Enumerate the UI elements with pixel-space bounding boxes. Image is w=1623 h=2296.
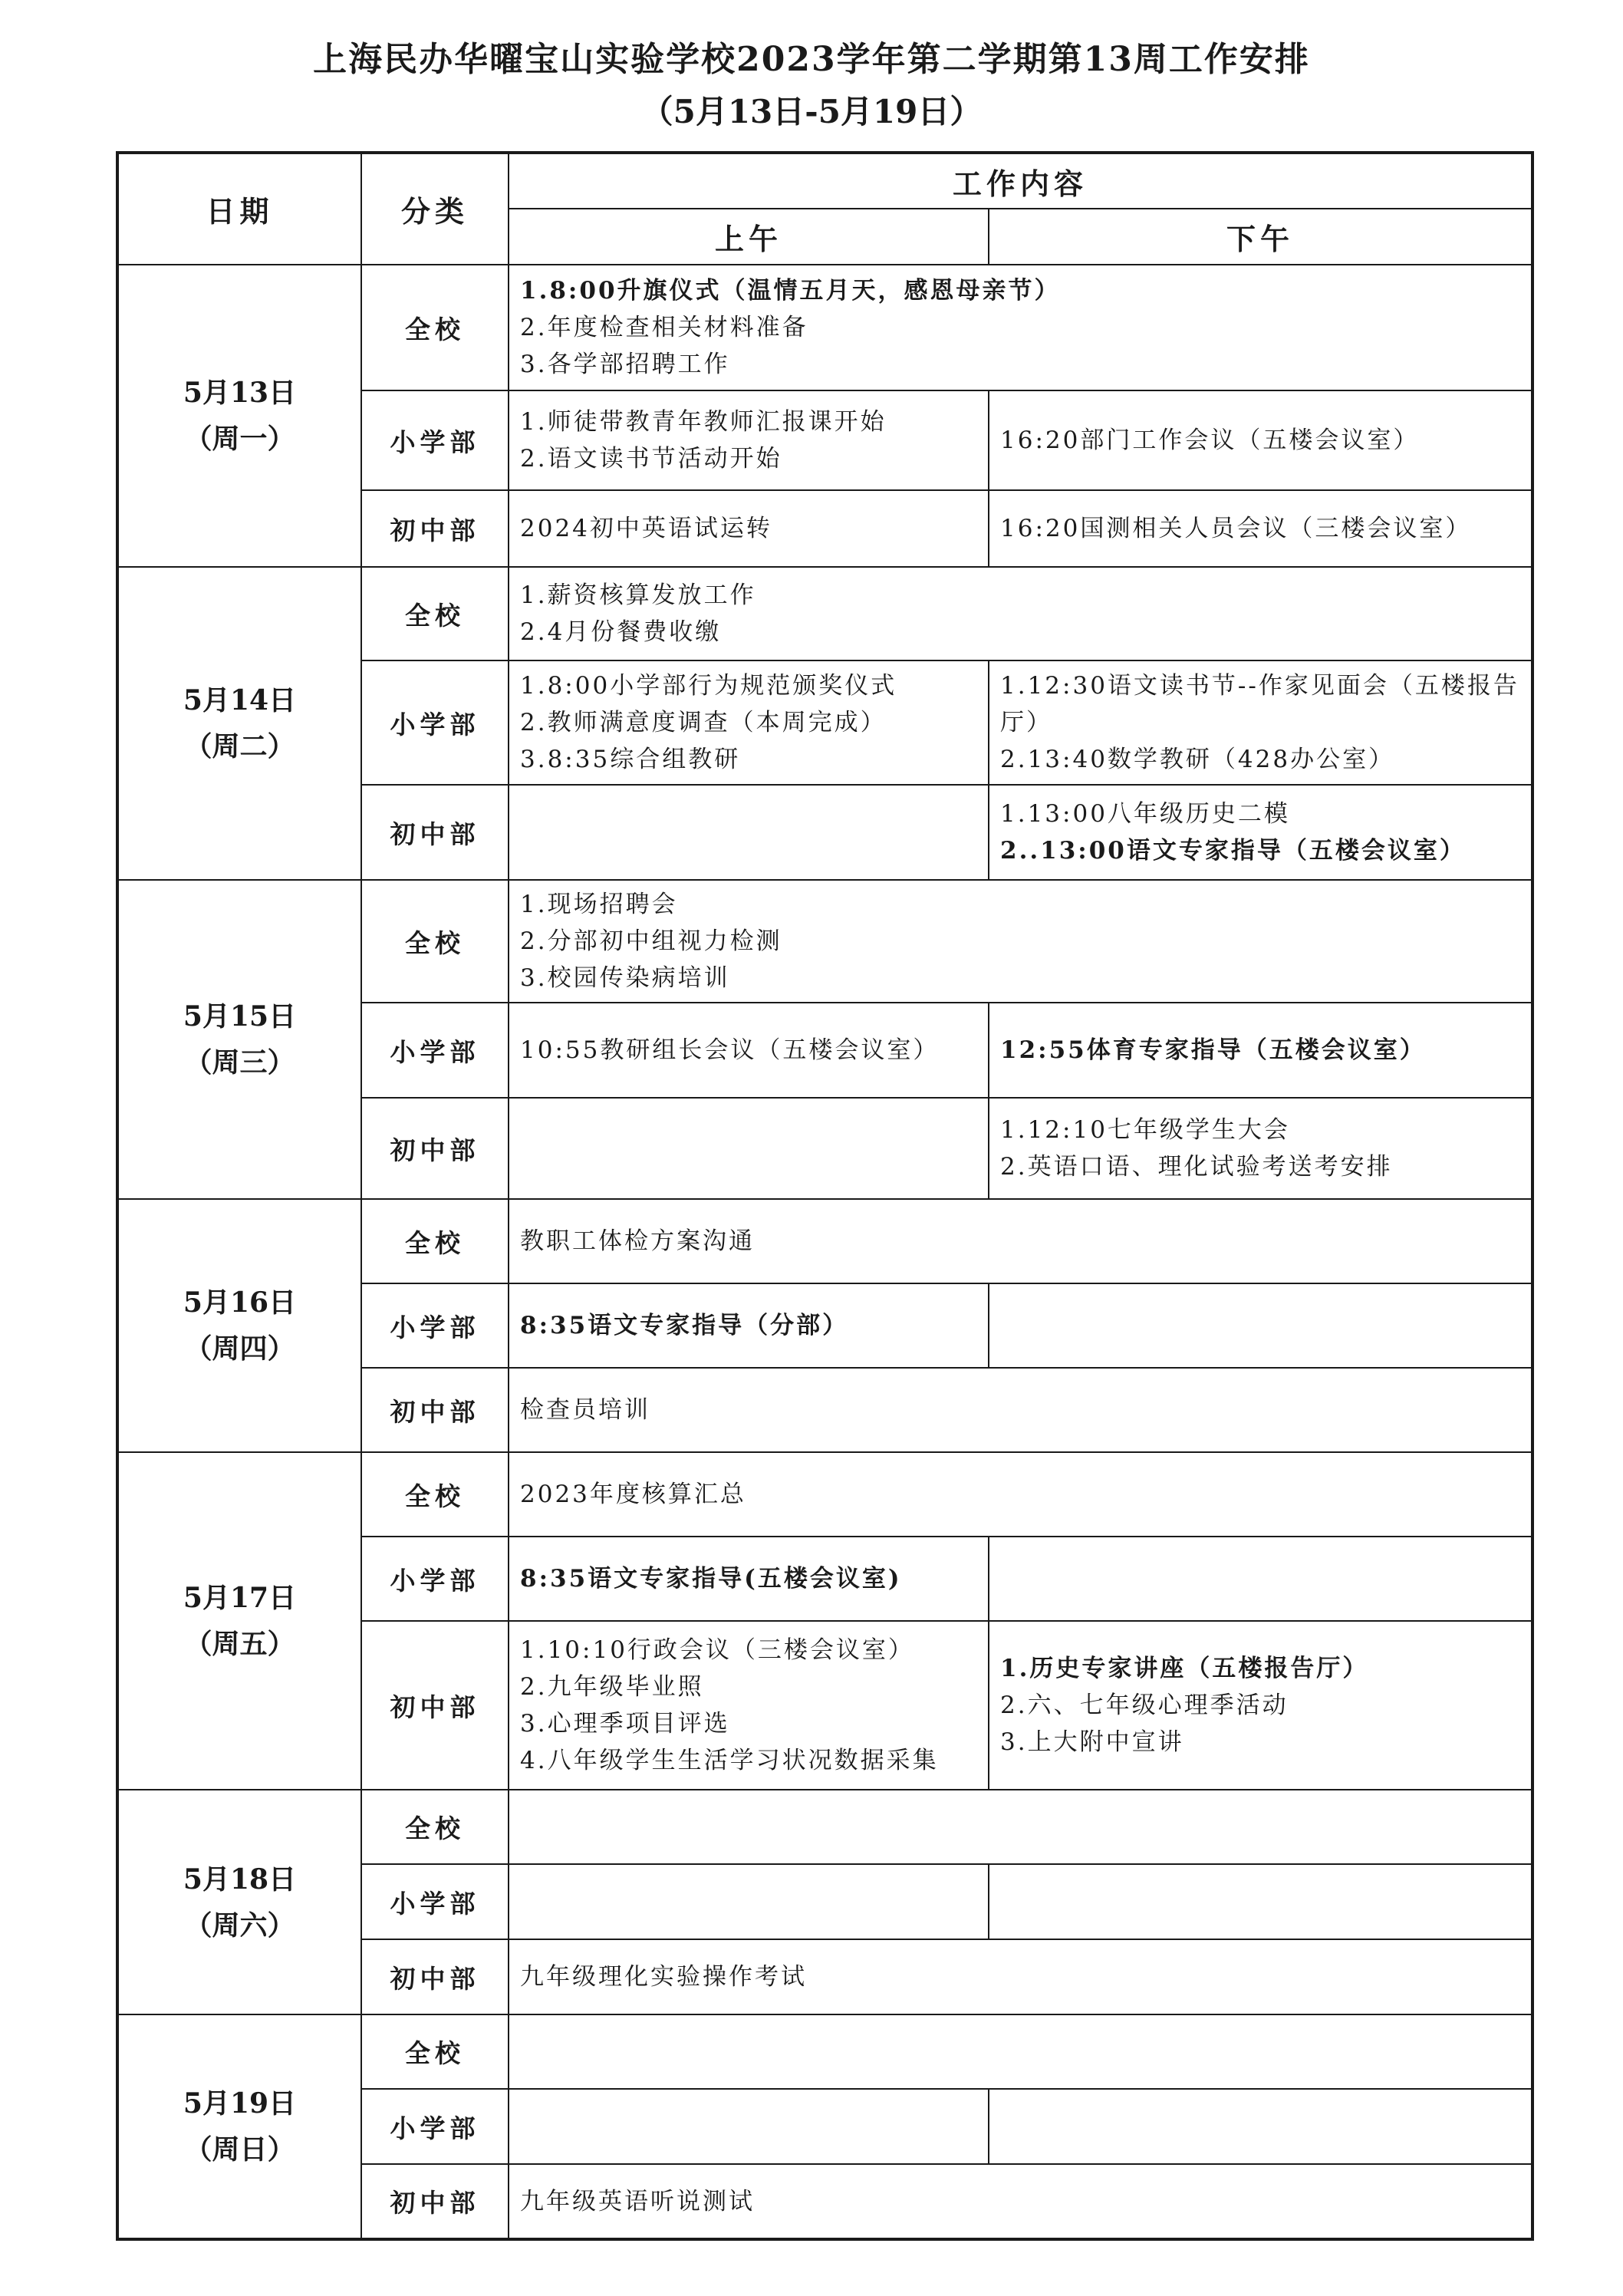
- category-cell: 初中部: [361, 1368, 509, 1452]
- category-cell: 小学部: [361, 2089, 509, 2164]
- schedule-item: 16:20国测相关人员会议（三楼会议室）: [1000, 515, 1472, 542]
- content-cell-morning: [509, 660, 989, 785]
- schedule-item: 2.13:40数学教研（428办公室）: [1000, 746, 1395, 773]
- header-morning: 上午: [509, 209, 989, 265]
- content-cell-afternoon: [989, 1621, 1532, 1790]
- date-label: 5月19日: [183, 2087, 297, 2120]
- content-cell-afternoon: [989, 660, 1532, 785]
- category-cell: 初中部: [361, 785, 509, 880]
- category-cell: 全校: [361, 567, 509, 660]
- category-cell: 初中部: [361, 2164, 509, 2239]
- document-title: 上海民办华曜宝山实验学校2023学年第二学期第13周工作安排: [313, 40, 1310, 79]
- category-cell: 初中部: [361, 1939, 509, 2014]
- content-cell-fullday: [509, 880, 1532, 1003]
- schedule-item: 1.8:00小学部行为规范颁奖仪式: [520, 672, 897, 700]
- category-cell: 全校: [361, 1790, 509, 1864]
- date-cell: [117, 1790, 361, 2014]
- schedule-item: 3.各学部招聘工作: [520, 351, 730, 378]
- schedule-table: [116, 151, 1534, 2241]
- category-cell: 小学部: [361, 1537, 509, 1621]
- schedule-item: 2.六、七年级心理季活动: [1000, 1692, 1289, 1719]
- date-label: 5月16日: [183, 1286, 297, 1319]
- schedule-item: 2.分部初中组视力检测: [520, 927, 782, 955]
- schedule-item: 教职工体检方案沟通: [520, 1227, 755, 1255]
- table-row: [117, 2014, 1532, 2089]
- schedule-item: 1.历史专家讲座（五楼报告厅）: [1000, 1655, 1369, 1682]
- content-cell-morning: [509, 1621, 989, 1790]
- table-row: [117, 1452, 1532, 1537]
- category-cell: 全校: [361, 1452, 509, 1537]
- schedule-item: 1.12:30语文读书节--作家见面会（五楼报告: [1000, 672, 1519, 700]
- schedule-item: 2.教师满意度调查（本周完成）: [520, 709, 887, 736]
- table-row: [117, 1199, 1532, 1283]
- content-cell-morning: [509, 1003, 989, 1098]
- category-cell: 全校: [361, 2014, 509, 2089]
- date-cell: [117, 567, 361, 880]
- category-cell: 初中部: [361, 490, 509, 567]
- header-content: 工作内容: [509, 153, 1532, 209]
- schedule-item: 1.13:00八年级历史二模: [1000, 800, 1290, 828]
- category-cell: 小学部: [361, 1283, 509, 1368]
- date-cell: [117, 2014, 361, 2239]
- table-row: [117, 1790, 1532, 1864]
- content-cell-morning: [509, 1098, 989, 1199]
- schedule-item: 1.现场招聘会: [520, 891, 678, 918]
- content-cell-morning: [509, 490, 989, 567]
- schedule-item: 3.8:35综合组教研: [520, 746, 741, 773]
- content-cell-afternoon: [989, 1098, 1532, 1199]
- category-cell: 小学部: [361, 1864, 509, 1939]
- schedule-item: 九年级英语听说测试: [520, 2187, 755, 2215]
- weekday-label: （周三）: [184, 1046, 295, 1079]
- schedule-item: 1.师徒带教青年教师汇报课开始: [520, 408, 887, 436]
- schedule-item: 3.心理季项目评选: [520, 1710, 730, 1738]
- content-cell-fullday: [509, 1939, 1532, 2014]
- schedule-item: 12:55体育专家指导（五楼会议室）: [1000, 1036, 1426, 1064]
- content-cell-afternoon: [989, 1003, 1532, 1098]
- schedule-item: 2.语文读书节活动开始: [520, 445, 782, 473]
- content-cell-afternoon: [989, 1864, 1532, 1939]
- schedule-item: 1.12:10七年级学生大会: [1000, 1116, 1290, 1144]
- content-cell-morning: [509, 390, 989, 490]
- schedule-item: 10:55教研组长会议（五楼会议室）: [520, 1036, 940, 1064]
- schedule-item: 4.八年级学生生活学习状况数据采集: [520, 1747, 939, 1774]
- content-cell-fullday: [509, 1790, 1532, 1864]
- content-cell-fullday: [509, 567, 1532, 660]
- schedule-item: 8:35语文专家指导（分部）: [520, 1312, 849, 1339]
- header-category: 分类: [361, 153, 509, 265]
- weekday-label: （周四）: [184, 1332, 295, 1365]
- content-cell-afternoon: [989, 1283, 1532, 1368]
- content-cell-fullday: [509, 1368, 1532, 1452]
- category-cell: 小学部: [361, 660, 509, 785]
- content-cell-afternoon: [989, 1537, 1532, 1621]
- content-cell-afternoon: [989, 2089, 1532, 2164]
- schedule-item: 厅）: [1000, 709, 1052, 736]
- weekday-label: （周六）: [184, 1909, 295, 1942]
- category-cell: 小学部: [361, 390, 509, 490]
- content-cell-morning: [509, 785, 989, 880]
- schedule-item: 2.4月份餐费收缴: [520, 618, 722, 646]
- schedule-item: 16:20部门工作会议（五楼会议室）: [1000, 427, 1420, 454]
- date-label: 5月17日: [183, 1582, 297, 1614]
- date-cell: [117, 265, 361, 567]
- table-row: [117, 265, 1532, 390]
- document-subtitle: （5月13日-5月19日）: [640, 93, 983, 130]
- table-row: [117, 880, 1532, 1003]
- header-afternoon: 下午: [989, 209, 1532, 265]
- date-cell: [117, 880, 361, 1199]
- schedule-item: 1.10:10行政会议（三楼会议室）: [520, 1636, 914, 1664]
- schedule-item: 1.8:00升旗仪式（温情五月天，感恩母亲节）: [520, 277, 1061, 305]
- schedule-item: 2023年度核算汇总: [520, 1481, 746, 1508]
- schedule-item: 3.校园传染病培训: [520, 964, 730, 992]
- content-cell-morning: [509, 1537, 989, 1621]
- weekday-label: （周二）: [184, 730, 295, 763]
- category-cell: 全校: [361, 265, 509, 390]
- category-cell: 全校: [361, 1199, 509, 1283]
- content-cell-morning: [509, 1283, 989, 1368]
- schedule-item: 九年级理化实验操作考试: [520, 1963, 807, 1991]
- category-cell: 初中部: [361, 1098, 509, 1199]
- content-cell-afternoon: [989, 490, 1532, 567]
- date-cell: [117, 1199, 361, 1452]
- weekday-label: （周五）: [184, 1628, 295, 1660]
- schedule-item: 2024初中英语试运转: [520, 515, 772, 542]
- schedule-item: 8:35语文专家指导(五楼会议室): [520, 1565, 902, 1593]
- schedule-item: 检查员培训: [520, 1396, 650, 1424]
- content-cell-fullday: [509, 1452, 1532, 1537]
- schedule-item: 2.英语口语、理化试验考送考安排: [1000, 1153, 1393, 1181]
- schedule-item: 1.薪资核算发放工作: [520, 581, 756, 609]
- header-date: 日期: [117, 153, 361, 265]
- category-cell: 全校: [361, 880, 509, 1003]
- date-label: 5月13日: [183, 377, 297, 409]
- date-label: 5月15日: [183, 1000, 297, 1033]
- schedule-item: 2.九年级毕业照: [520, 1673, 704, 1701]
- content-cell-afternoon: [989, 785, 1532, 880]
- schedule-body: [117, 265, 1532, 2239]
- content-cell-fullday: [509, 265, 1532, 390]
- category-cell: 初中部: [361, 1621, 509, 1790]
- weekday-label: （周日）: [184, 2133, 295, 2166]
- weekday-label: （周一）: [184, 423, 295, 455]
- table-row: [117, 567, 1532, 660]
- date-label: 5月18日: [183, 1863, 297, 1896]
- date-cell: [117, 1452, 361, 1790]
- schedule-item: 3.上大附中宣讲: [1000, 1728, 1184, 1756]
- content-cell-fullday: [509, 2014, 1532, 2089]
- content-cell-morning: [509, 1864, 989, 1939]
- content-cell-morning: [509, 2089, 989, 2164]
- category-cell: 小学部: [361, 1003, 509, 1098]
- date-label: 5月14日: [183, 684, 297, 716]
- content-cell-fullday: [509, 1199, 1532, 1283]
- content-cell-afternoon: [989, 390, 1532, 490]
- schedule-item: 2.年度检查相关材料准备: [520, 314, 808, 341]
- content-cell-fullday: [509, 2164, 1532, 2239]
- schedule-item: 2..13:00语文专家指导（五楼会议室）: [1000, 837, 1466, 865]
